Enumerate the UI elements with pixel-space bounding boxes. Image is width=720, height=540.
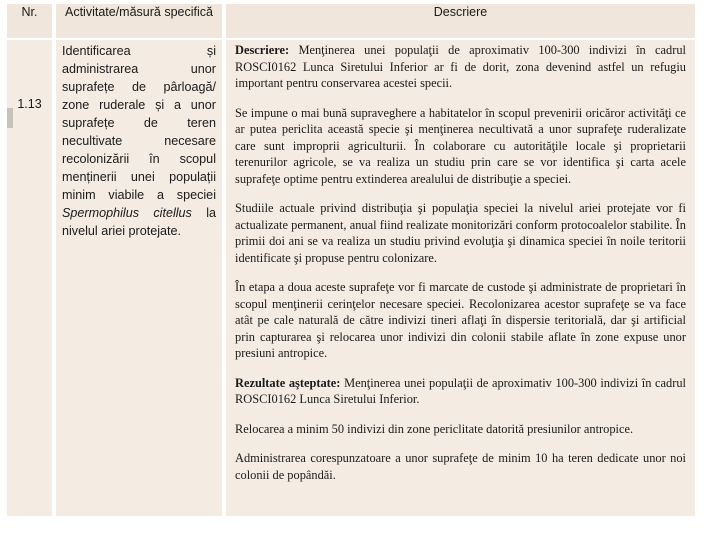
studies-paragraph: Studiile actuale privind distribuţia şi populaţia speciei la nivelul ariei protejate vor fi actualizate permanent, anual fiind realizate monitorizări conform protocoalelor stabilite. În primii doi ani se va realiza un studiu privind evoluţia şi dinamica speciei în noile teritorii identificate şi propuse pentru colonizare. bbox=[235, 201, 686, 265]
relocation-paragraph: Relocarea a minim 50 indivizi din zone periclitate datorită presiunilor antropice. bbox=[235, 421, 634, 436]
description-label: Descriere: bbox=[235, 43, 290, 57]
second-stage-paragraph: În etapa a doua aceste suprafeţe vor fi marcate de custode şi administrate de proprietari în scopul menţinerii cerinţelor necesare speciei. Recolonizarea acestor suprafeţe se va face atât pe cale naturală de către indivizi tineri aflaţi în dispersie teritorială, dar şi artificial prin capturarea şi relocarea unor indivizi din colonii stabile aflate în zone expuse unor presiuni antropice. bbox=[235, 280, 686, 360]
species-name: Spermophilus citellus bbox=[62, 206, 192, 220]
nr-header: Nr. bbox=[21, 5, 38, 19]
activity-text bbox=[62, 42, 216, 240]
row-number: 1.13 bbox=[17, 97, 42, 111]
row-marker bbox=[7, 108, 13, 128]
description-header-cell bbox=[226, 4, 695, 40]
activity-main: Identificarea și administrarea unor suprafețe de pârloagă/ zone ruderale și a unor suprafețe de teren necultivate necesare recolonizării în scopul menținerii unei populații minim viabile a speciei bbox=[62, 44, 216, 202]
description-text bbox=[235, 42, 686, 496]
results-label: Rezultate aşteptate: bbox=[235, 375, 341, 390]
nr-header-cell bbox=[7, 4, 52, 40]
nr-column bbox=[7, 4, 52, 516]
measure-table bbox=[7, 4, 695, 516]
activity-header-cell bbox=[56, 4, 222, 40]
results-body: Menţinerea unei populaţii de aproximativ 100-300 indivizi în cadrul ROSCI0162 Lunca Siretului Inferior. bbox=[235, 375, 686, 406]
administration-paragraph: Administrarea corespunzatoare a unor suprafeţe de minim 10 ha teren dedicate unor noi colonii de popândăi. bbox=[235, 451, 686, 482]
description-body: Menţinerea unei populaţii de aproximativ 100-300 indivizi în cadrul ROSCI0162 Lunca Siretului Inferior ar fi de dorit, zona devenind astfel un refugiu important pentru conservarea acestei specii. bbox=[235, 43, 686, 90]
description-column bbox=[226, 4, 695, 516]
description-paragraph bbox=[235, 42, 686, 92]
description-header: Descriere bbox=[433, 5, 488, 19]
activity-column bbox=[56, 4, 222, 516]
supervision-paragraph: Se impune o mai bună supraveghere a habitatelor în scopul prevenirii oricăror activităţi ce ar putea periclita această specie şi menţinerea necultivată a unor suprafeţe ruderalizate care sunt improprii agriculturii. În colaborare cu autorităţile locale şi proprietarii terenurilor agricole, se va realiza un studiu prin care se vor identifica şi carta acele suprafeţe optime pentru extinderea arealului de distribuţie a speciei. bbox=[235, 105, 686, 186]
activity-end: la nivelul ariei protejate. bbox=[62, 206, 216, 238]
activity-header: Activitate/măsură specifică bbox=[65, 5, 213, 19]
results-paragraph bbox=[235, 375, 686, 408]
